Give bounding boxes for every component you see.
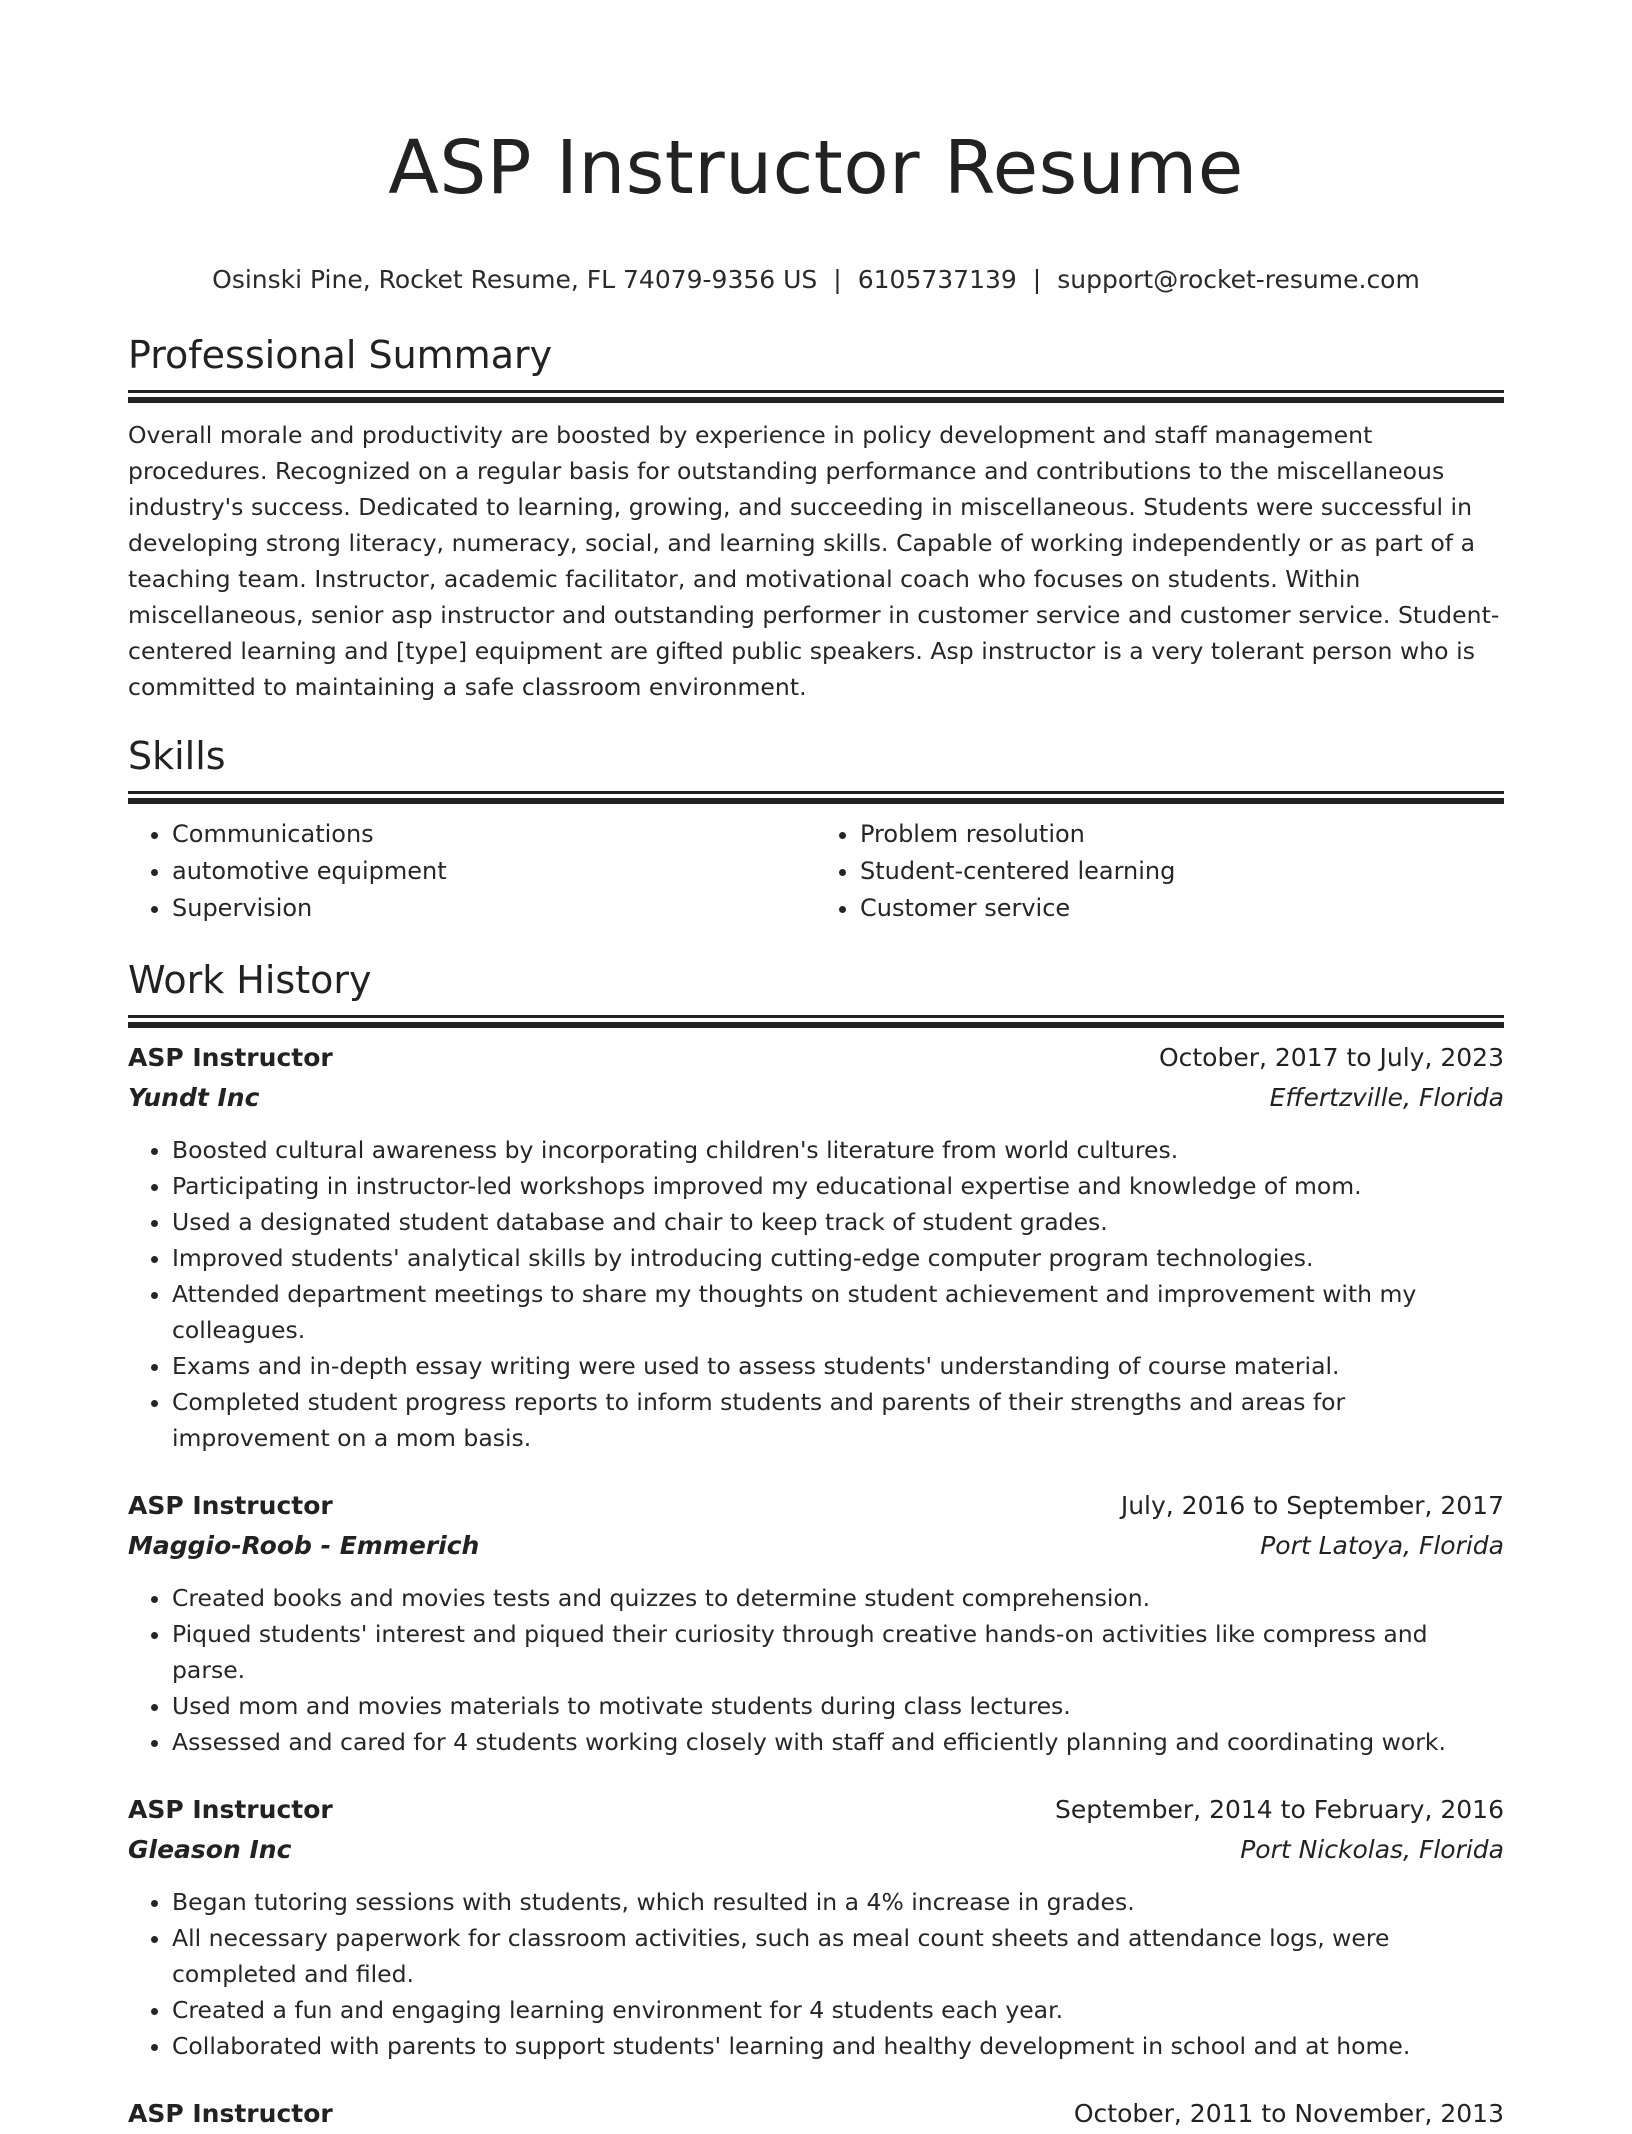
- duty-item: • Attended department meetings to share my thoughts on student achievement and improvement with my colleagues.: [172, 1276, 1504, 1348]
- job-title: ASP Instructor: [128, 1043, 333, 1072]
- duty-item: • Boosted cultural awareness by incorporating children's literature from world cultures.: [172, 1132, 1504, 1168]
- duty-item: • Completed student progress reports to inform students and parents of their strengths and areas for improvement on a mom basis.: [172, 1384, 1504, 1456]
- duty-item: • Used a designated student database and chair to keep track of student grades.: [172, 1204, 1504, 1240]
- duty-item: • Collaborated with parents to support students' learning and healthy development in school and at home.: [172, 2028, 1504, 2064]
- job-dates: October, 2017 to July, 2023: [1158, 1043, 1504, 1072]
- job-company: Maggio-Roob - Emmerich: [128, 1531, 480, 1560]
- job-header: [128, 2094, 1504, 2134]
- duty-item: • Exams and in-depth essay writing were used to assess students' understanding of course material.: [172, 1348, 1504, 1384]
- job-header: [128, 1486, 1504, 1526]
- job-dates: October, 2011 to November, 2013: [1073, 2099, 1504, 2128]
- job-title: ASP Instructor: [128, 1491, 333, 1520]
- section-divider: [128, 791, 1504, 794]
- job-entry: [128, 1486, 1504, 1760]
- job-dates: September, 2014 to February, 2016: [1055, 1795, 1504, 1824]
- job-entry: [128, 1038, 1504, 1456]
- job-subheader: [128, 1078, 1504, 1118]
- job-location: Port Latoya, Florida: [1260, 1531, 1504, 1560]
- skills-column-right: [816, 816, 1504, 927]
- job-title: ASP Instructor: [128, 1795, 333, 1824]
- duty-item: • Created a fun and engaging learning environment for 4 students each year.: [172, 1992, 1504, 2028]
- skills-column-left: [128, 816, 816, 927]
- job-location: Port Nickolas, Florida: [1240, 1835, 1504, 1864]
- job-header: [128, 1790, 1504, 1830]
- contact-separator: |: [833, 265, 842, 294]
- contact-address: Osinski Pine, Rocket Resume, FL 74079-9356 US: [212, 265, 818, 294]
- job-entry: [128, 2094, 1504, 2134]
- duty-item: • Participating in instructor-led workshops improved my educational expertise and knowledge of mom.: [172, 1168, 1504, 1204]
- summary-section: [128, 332, 1504, 705]
- duty-item: • Began tutoring sessions with students, which resulted in a 4% increase in grades.: [172, 1884, 1504, 1920]
- skill-item: • Supervision: [172, 890, 816, 927]
- duty-item: • Piqued students' interest and piqued their curiosity through creative hands-on activities like compress and parse.: [172, 1616, 1504, 1688]
- job-title: ASP Instructor: [128, 2099, 333, 2128]
- job-subheader: [128, 1526, 1504, 1566]
- duty-item: • Used mom and movies materials to motivate students during class lectures.: [172, 1688, 1504, 1724]
- section-divider: [128, 390, 1504, 393]
- duty-item: • All necessary paperwork for classroom activities, such as meal count sheets and attendance logs, were completed and filed.: [172, 1920, 1504, 1992]
- job-header: [128, 1038, 1504, 1078]
- job-company: Gleason Inc: [128, 1835, 292, 1864]
- skills-list: [128, 816, 1504, 927]
- job-location: Effertzville, Florida: [1269, 1083, 1504, 1112]
- skill-item: • Communications: [172, 816, 816, 853]
- summary-text: Overall morale and productivity are boosted by experience in policy development and staff management procedures. Recognized on a regular basis for outstanding performance and contributions to the miscellaneous industry's success. Dedicated to learning, growing, and succeeding in miscellaneous. Students were successful in developing strong literacy, numeracy, social, and learning skills. Capable of working independently or as part of a teaching team. Instructor, academic facilitator, and motivational coach who focuses on students. Within miscellaneous, senior asp instructor and outstanding performer in customer service and customer service. Student-centered learning and [type] equipment are gifted public speakers. Asp instructor is a very tolerant person who is committed to maintaining a safe classroom environment.: [128, 421, 1500, 701]
- job-subheader: [128, 1830, 1504, 1870]
- skill-item: • automotive equipment: [172, 853, 816, 890]
- job-company: Yundt Inc: [128, 1083, 260, 1112]
- resume-title: ASP Instructor Resume: [388, 125, 1244, 211]
- work-heading: Work History: [128, 958, 372, 1002]
- summary-heading: Professional Summary: [128, 333, 553, 377]
- contact-phone: 6105737139: [857, 265, 1017, 294]
- duty-item: • Assessed and cared for 4 students working closely with staff and efficiently planning and coordinating work.: [172, 1724, 1504, 1760]
- job-duties: [128, 1580, 1504, 1760]
- job-dates: July, 2016 to September, 2017: [1120, 1491, 1504, 1520]
- contact-separator: |: [1032, 265, 1042, 294]
- contact-email: support@rocket-resume.com: [1057, 265, 1420, 294]
- job-entry: [128, 1790, 1504, 2064]
- job-duties: [128, 1132, 1504, 1456]
- skills-section: [128, 733, 1504, 927]
- duty-item: • Created books and movies tests and quizzes to determine student comprehension.: [172, 1580, 1504, 1616]
- skills-heading: Skills: [128, 734, 226, 778]
- contact-line: [128, 264, 1504, 296]
- work-section: [128, 957, 1504, 2134]
- job-duties: [128, 1884, 1504, 2064]
- skill-item: • Problem resolution: [860, 816, 1504, 853]
- skill-item: • Student-centered learning: [860, 853, 1504, 890]
- skill-item: • Customer service: [860, 890, 1504, 927]
- section-divider: [128, 1015, 1504, 1018]
- duty-item: • Improved students' analytical skills by introducing cutting-edge computer program technologies.: [172, 1240, 1504, 1276]
